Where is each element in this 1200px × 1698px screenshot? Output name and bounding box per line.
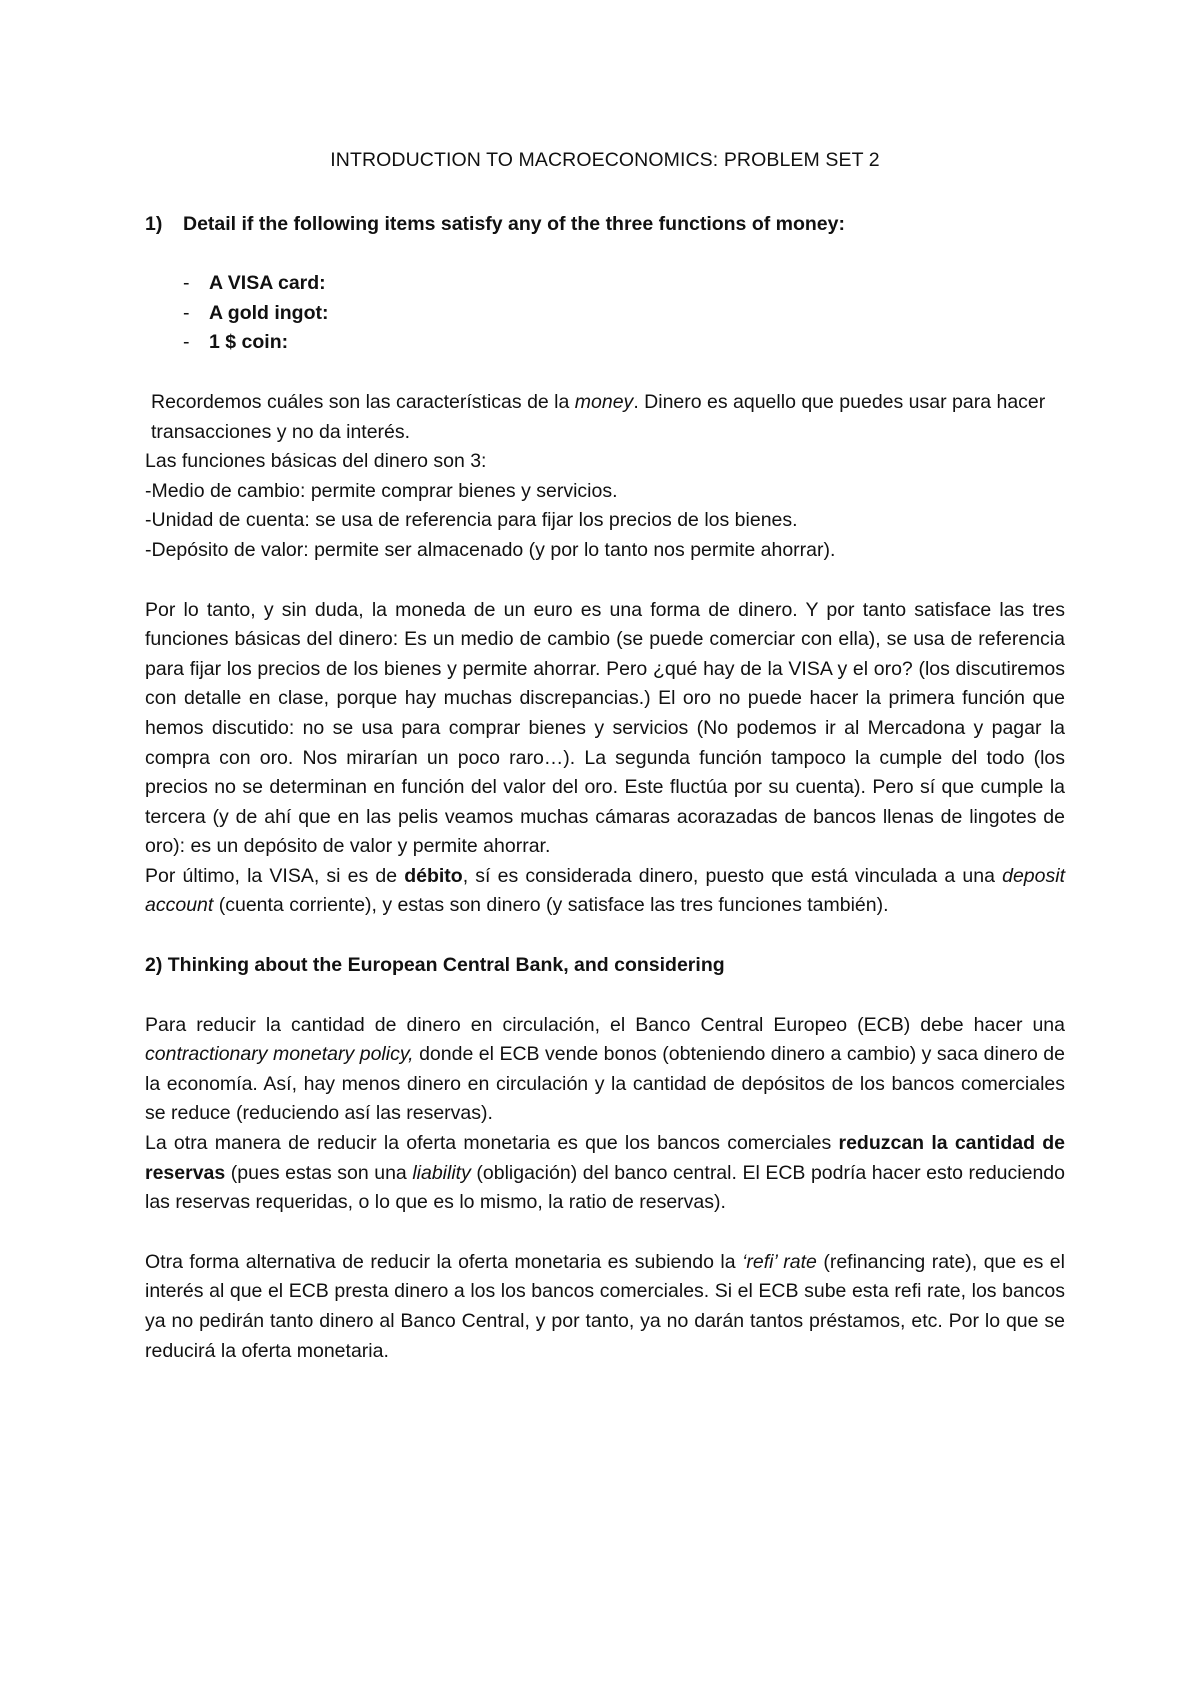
answer-1-line: Las funciones básicas del dinero son 3: [145, 450, 487, 473]
list-item-text: A gold ingot: [209, 301, 329, 324]
list-item-text: 1 $ coin: [209, 331, 289, 354]
answer-1-line: -Unidad de cuenta: se usa de referencia para fijar los precios de los bienes. [145, 509, 798, 532]
answer-1-line: -Medio de cambio: permite comprar bienes y servicios. [145, 479, 618, 502]
question-1-number: 1) [145, 212, 163, 235]
answer-2-paragraph-2: La otra manera de reducir la oferta monetaria es que los bancos comerciales reduzcan la cantidad de reservas (pues estas son una liability (obligación) del banco central. El ECB podría hacer esto reduciendo las reservas requeridas, o lo que es lo mismo, la ratio de reservas). [145, 1132, 1065, 1214]
list-item-text: A VISA card: [209, 272, 326, 295]
question-1-items [145, 269, 1065, 358]
question-1-heading [145, 210, 1065, 240]
answer-1-intro: Recordemos cuáles son las características de la money. Dinero es aquello que puedes usar para hacer transacciones y no da interés. [151, 390, 1046, 443]
list-item: - A VISA card: [183, 272, 326, 295]
question-2-heading: 2) Thinking about the European Central Bank, and considering [145, 954, 725, 977]
answer-2-paragraph-3: Otra forma alternativa de reducir la oferta monetaria es subiendo la ‘refi’ rate (refinancing rate), que es el interés al que el ECB presta dinero a los los bancos comerciales. Si el ECB sube esta refi rate, los bancos ya no pedirán tanto dinero al Banco Central, y por tanto, ya no darán tantos préstamos, etc. Por lo que se reducirá la oferta monetaria. [145, 1250, 1065, 1362]
list-item: - 1 $ coin: [183, 331, 289, 354]
document-body [145, 146, 1065, 1366]
answer-1-paragraph: Por lo tanto, y sin duda, la moneda de un euro es una forma de dinero. Y por tanto satisface las tres funciones básicas del dinero: Es un medio de cambio (se puede comerciar con ella), se usa de referencia para fijar los precios de los bienes y permite ahorrar. Pero ¿qué hay de la VISA y el oro? (los discutiremos con detalle en clase, porque hay muchas discrepancias.) El oro no puede hacer la primera función que hemos discutido: no se usa para comprar bienes y servicios (No podemos ir al Mercadona y pagar la compra con oro. Nos mirarían un poco raro…). La segunda función tampoco la cumple del todo (los precios no se determinan en función del valor del oro. Este fluctúa por su cuenta). Pero sí que cumple la tercera (y de ahí que en las pelis veamos muchas cámaras acorazadas de bancos llenas de lingotes de oro): es un depósito de valor y permite ahorrar. [145, 598, 1065, 858]
answer-1-visa-paragraph: Por último, la VISA, si es de débito, sí es considerada dinero, puesto que está vinculada a una deposit account (cuenta corriente), y estas son dinero (y satisface las tres funciones también). [145, 864, 1065, 917]
document-title: INTRODUCTION TO MACROECONOMICS: PROBLEM SET 2 [330, 149, 880, 171]
question-1-text: Detail if the following items satisfy any of the three functions of money: [183, 212, 845, 235]
list-item: - A gold ingot: [183, 301, 329, 324]
answer-2-paragraph-1: Para reducir la cantidad de dinero en circulación, el Banco Central Europeo (ECB) debe hacer una contractionary monetary policy, donde el ECB vende bonos (obteniendo dinero a cambio) y saca dinero de la economía. Así, hay menos dinero en circulación y la cantidad de depósitos de los bancos comerciales se reduce (reduciendo así las reservas). [145, 1013, 1065, 1125]
answer-1-line: -Depósito de valor: permite ser almacenado (y por lo tanto nos permite ahorrar). [145, 538, 836, 561]
